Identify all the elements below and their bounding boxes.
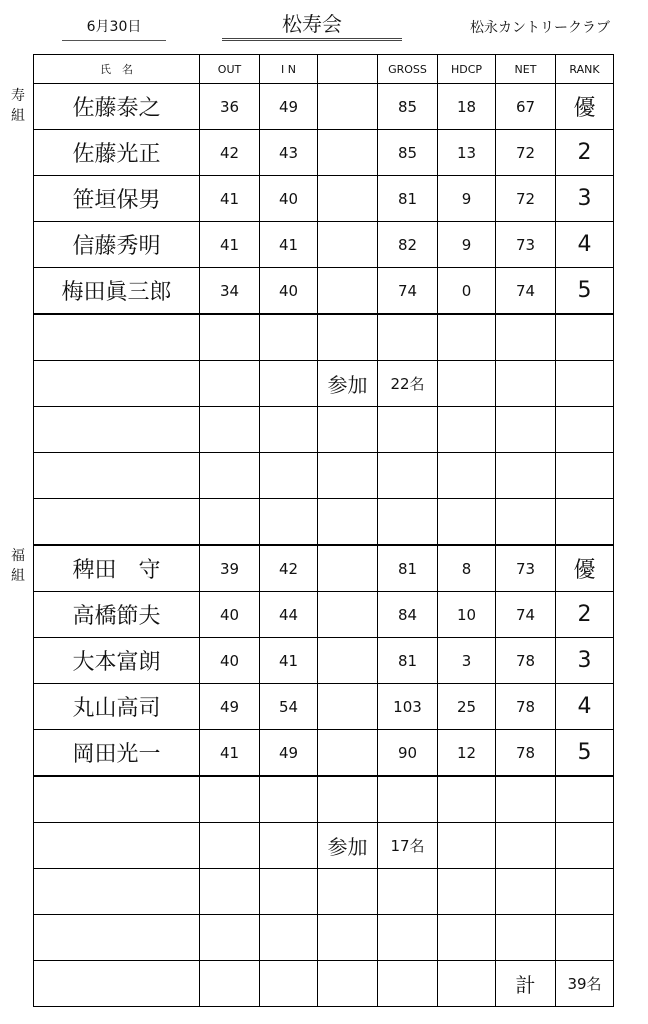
hdcp-value: 0 <box>438 268 496 315</box>
col-header-blank <box>318 55 378 84</box>
blank-cell <box>318 176 378 222</box>
empty-cell <box>200 961 260 1007</box>
player-name: 丸山高司 <box>34 684 200 730</box>
empty-cell <box>318 869 378 915</box>
empty-cell <box>34 453 200 499</box>
empty-cell <box>438 453 496 499</box>
player-name: 梅田眞三郎 <box>34 268 200 315</box>
header-row <box>34 55 614 84</box>
hdcp-value: 12 <box>438 730 496 777</box>
empty-cell <box>200 915 260 961</box>
empty-cell <box>556 361 614 407</box>
empty-cell <box>34 499 200 546</box>
player-name: 佐藤泰之 <box>34 84 200 130</box>
blank-cell <box>318 268 378 315</box>
empty-cell <box>496 823 556 869</box>
empty-cell <box>496 314 556 361</box>
col-header-name: 氏 名 <box>34 55 200 84</box>
empty-cell <box>318 453 378 499</box>
table-row <box>34 130 614 176</box>
empty-cell <box>34 961 200 1007</box>
net-score: 72 <box>496 176 556 222</box>
net-score: 67 <box>496 84 556 130</box>
out-score: 40 <box>200 592 260 638</box>
in-score: 42 <box>260 545 318 592</box>
empty-cell <box>496 915 556 961</box>
participation-label: 参加 <box>318 361 378 407</box>
gross-score: 85 <box>378 130 438 176</box>
empty-cell <box>438 361 496 407</box>
empty-cell <box>260 869 318 915</box>
out-score: 42 <box>200 130 260 176</box>
empty-cell <box>260 407 318 453</box>
empty-cell <box>200 499 260 546</box>
empty-cell <box>200 869 260 915</box>
out-score: 40 <box>200 638 260 684</box>
in-score: 49 <box>260 84 318 130</box>
hdcp-value: 18 <box>438 84 496 130</box>
empty-row <box>34 407 614 453</box>
out-score: 41 <box>200 176 260 222</box>
rank-value: 優 <box>556 545 614 592</box>
gross-score: 84 <box>378 592 438 638</box>
rank-value: 3 <box>556 176 614 222</box>
out-score: 49 <box>200 684 260 730</box>
results-table <box>33 54 614 1007</box>
player-name: 笹垣保男 <box>34 176 200 222</box>
empty-cell <box>318 499 378 546</box>
hdcp-value: 8 <box>438 545 496 592</box>
col-header-net: NET <box>496 55 556 84</box>
table-row <box>34 176 614 222</box>
in-score: 41 <box>260 222 318 268</box>
empty-cell <box>438 776 496 823</box>
empty-cell <box>378 314 438 361</box>
gross-score: 81 <box>378 638 438 684</box>
empty-cell <box>260 776 318 823</box>
out-score: 41 <box>200 730 260 777</box>
gross-score: 81 <box>378 176 438 222</box>
blank-cell <box>318 130 378 176</box>
empty-row <box>34 961 614 1007</box>
empty-cell <box>34 823 200 869</box>
empty-cell <box>34 776 200 823</box>
empty-cell <box>556 915 614 961</box>
empty-cell <box>318 407 378 453</box>
hdcp-value: 9 <box>438 222 496 268</box>
empty-cell <box>438 869 496 915</box>
empty-cell <box>200 361 260 407</box>
table-row <box>34 268 614 315</box>
rank-value: 4 <box>556 222 614 268</box>
col-header-in: I N <box>260 55 318 84</box>
empty-row <box>34 453 614 499</box>
rank-value: 4 <box>556 684 614 730</box>
player-name: 稗田 守 <box>34 545 200 592</box>
player-name: 信藤秀明 <box>34 222 200 268</box>
net-score: 78 <box>496 730 556 777</box>
empty-row <box>34 776 614 823</box>
empty-cell <box>438 499 496 546</box>
empty-cell <box>318 915 378 961</box>
group-body-fuku <box>34 545 614 1007</box>
empty-cell <box>378 961 438 1007</box>
empty-cell <box>438 961 496 1007</box>
blank-cell <box>318 84 378 130</box>
empty-cell <box>378 915 438 961</box>
total-count: 39名 <box>556 961 614 1007</box>
net-score: 72 <box>496 130 556 176</box>
gross-score: 74 <box>378 268 438 315</box>
net-score: 73 <box>496 222 556 268</box>
in-score: 49 <box>260 730 318 777</box>
rank-value: 2 <box>556 130 614 176</box>
in-score: 43 <box>260 130 318 176</box>
club-name: 松永カントリークラブ <box>470 20 610 36</box>
empty-cell <box>556 314 614 361</box>
gross-score: 81 <box>378 545 438 592</box>
empty-row <box>34 314 614 361</box>
empty-cell <box>34 915 200 961</box>
empty-cell <box>438 314 496 361</box>
gross-score: 85 <box>378 84 438 130</box>
rank-value: 2 <box>556 592 614 638</box>
hdcp-value: 25 <box>438 684 496 730</box>
empty-cell <box>496 499 556 546</box>
col-header-hdcp: HDCP <box>438 55 496 84</box>
out-score: 36 <box>200 84 260 130</box>
player-name: 大本富朗 <box>34 638 200 684</box>
net-score: 74 <box>496 592 556 638</box>
empty-cell <box>378 407 438 453</box>
empty-row <box>34 915 614 961</box>
empty-cell <box>260 314 318 361</box>
table-row <box>34 545 614 592</box>
blank-cell <box>318 638 378 684</box>
empty-cell <box>438 823 496 869</box>
blank-cell <box>318 730 378 777</box>
empty-cell <box>34 407 200 453</box>
group-label-text: 福組 <box>11 548 25 584</box>
date-label: 6月30日 <box>62 14 166 41</box>
empty-cell <box>318 314 378 361</box>
empty-cell <box>318 776 378 823</box>
empty-cell <box>200 776 260 823</box>
rank-value: 5 <box>556 730 614 777</box>
empty-cell <box>378 776 438 823</box>
empty-cell <box>496 869 556 915</box>
empty-row <box>34 361 614 407</box>
empty-cell <box>260 915 318 961</box>
participation-count: 22名 <box>378 361 438 407</box>
empty-cell <box>34 361 200 407</box>
gross-score: 103 <box>378 684 438 730</box>
table-row <box>34 84 614 130</box>
in-score: 41 <box>260 638 318 684</box>
empty-cell <box>378 453 438 499</box>
empty-row <box>34 823 614 869</box>
table-row <box>34 638 614 684</box>
net-score: 78 <box>496 684 556 730</box>
rank-value: 優 <box>556 84 614 130</box>
in-score: 54 <box>260 684 318 730</box>
table-row <box>34 222 614 268</box>
player-name: 佐藤光正 <box>34 130 200 176</box>
in-score: 40 <box>260 176 318 222</box>
blank-cell <box>318 222 378 268</box>
blank-cell <box>318 592 378 638</box>
out-score: 34 <box>200 268 260 315</box>
out-score: 39 <box>200 545 260 592</box>
rank-value: 5 <box>556 268 614 315</box>
empty-cell <box>200 453 260 499</box>
empty-cell <box>496 776 556 823</box>
empty-cell <box>200 823 260 869</box>
empty-cell <box>260 453 318 499</box>
empty-cell <box>556 776 614 823</box>
empty-cell <box>378 869 438 915</box>
total-label: 計 <box>496 961 556 1007</box>
empty-cell <box>34 314 200 361</box>
empty-cell <box>556 869 614 915</box>
empty-cell <box>378 499 438 546</box>
empty-cell <box>200 314 260 361</box>
hdcp-value: 3 <box>438 638 496 684</box>
empty-cell <box>556 499 614 546</box>
page-title: 松寿会 <box>222 10 402 41</box>
in-score: 40 <box>260 268 318 315</box>
empty-cell <box>556 823 614 869</box>
empty-cell <box>438 915 496 961</box>
gross-score: 82 <box>378 222 438 268</box>
player-name: 岡田光一 <box>34 730 200 777</box>
empty-row <box>34 499 614 546</box>
empty-cell <box>556 453 614 499</box>
empty-cell <box>260 361 318 407</box>
net-score: 73 <box>496 545 556 592</box>
empty-cell <box>260 961 318 1007</box>
group-label-text: 寿組 <box>11 88 25 124</box>
group-label-fuku <box>8 546 28 586</box>
net-score: 78 <box>496 638 556 684</box>
empty-cell <box>496 407 556 453</box>
hdcp-value: 10 <box>438 592 496 638</box>
net-score: 74 <box>496 268 556 315</box>
col-header-gross: GROSS <box>378 55 438 84</box>
table-row <box>34 592 614 638</box>
empty-cell <box>200 407 260 453</box>
table-row <box>34 684 614 730</box>
out-score: 41 <box>200 222 260 268</box>
blank-cell <box>318 545 378 592</box>
empty-cell <box>34 869 200 915</box>
empty-cell <box>556 407 614 453</box>
empty-cell <box>260 499 318 546</box>
hdcp-value: 13 <box>438 130 496 176</box>
gross-score: 90 <box>378 730 438 777</box>
col-header-rank: RANK <box>556 55 614 84</box>
in-score: 44 <box>260 592 318 638</box>
empty-cell <box>438 407 496 453</box>
empty-row <box>34 869 614 915</box>
group-label-kotobuki <box>8 86 28 126</box>
rank-value: 3 <box>556 638 614 684</box>
hdcp-value: 9 <box>438 176 496 222</box>
group-body-kotobuki <box>34 84 614 546</box>
empty-cell <box>318 961 378 1007</box>
table-row <box>34 730 614 777</box>
empty-cell <box>496 453 556 499</box>
col-header-out: OUT <box>200 55 260 84</box>
participation-count: 17名 <box>378 823 438 869</box>
empty-cell <box>496 361 556 407</box>
blank-cell <box>318 684 378 730</box>
empty-cell <box>260 823 318 869</box>
player-name: 高橋節夫 <box>34 592 200 638</box>
participation-label: 参加 <box>318 823 378 869</box>
